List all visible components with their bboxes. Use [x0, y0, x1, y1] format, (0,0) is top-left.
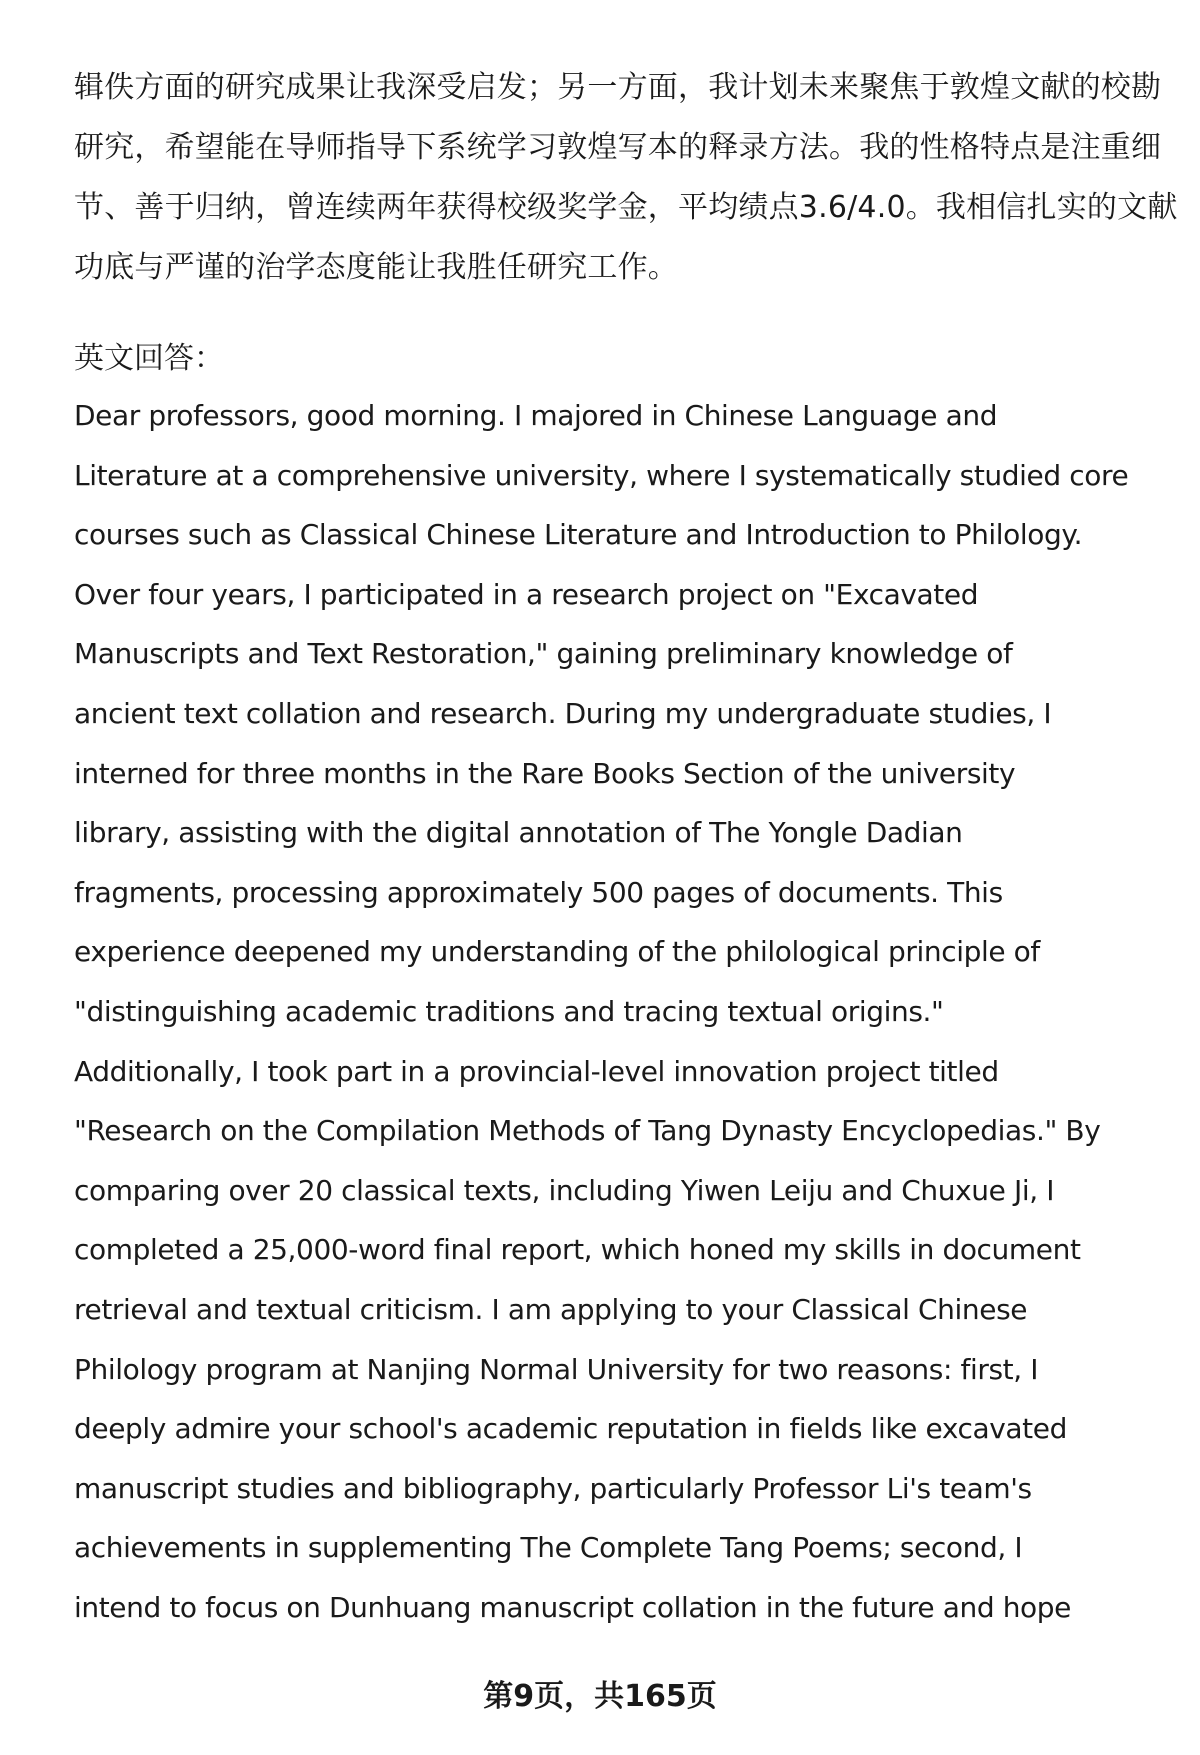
english-answer-line: Over four years, I participated in a research project on "Excavated [74, 577, 979, 611]
english-answer-line: Philology program at Nanjing Normal University for two reasons: first, I [74, 1352, 1039, 1386]
english-answer-line: retrieval and textual criticism. I am applying to your Classical Chinese [74, 1292, 1028, 1326]
english-answer-line: fragments, processing approximately 500 pages of documents. This [74, 875, 1003, 909]
chinese-answer-line: 辑佚方面的研究成果让我深受启发；另一方面，我计划未来聚焦于敦煌文献的校勘 [74, 70, 1162, 105]
page-number-footer: 第9页，共165页 [483, 1679, 717, 1714]
chinese-answer-line: 研究，希望能在导师指导下系统学习敦煌写本的释录方法。我的性格特点是注重细 [74, 130, 1162, 165]
chinese-answer-line: 功底与严谨的治学态度能让我胜任研究工作。 [74, 250, 678, 285]
english-answer-line: Dear professors, good morning. I majored in Chinese Language and [74, 399, 998, 432]
english-answer-line: Manuscripts and Text Restoration," gaining preliminary knowledge of [74, 637, 1013, 671]
english-answer-line: courses such as Classical Chinese Literature and Introduction to Philology. [74, 518, 1083, 552]
english-answer-line: manuscript studies and bibliography, particularly Professor Li's team's [74, 1471, 1032, 1505]
english-answer-line: Literature at a comprehensive university, where I systematically studied core [74, 458, 1129, 492]
english-answer-heading: 英文回答： [74, 341, 224, 376]
english-answer-line: Additionally, I took part in a provincial-level innovation project titled [74, 1054, 999, 1088]
english-answer-line: interned for three months in the Rare Books Section of the university [74, 756, 1016, 790]
english-answer-line: comparing over 20 classical texts, including Yiwen Leiju and Chuxue Ji, I [74, 1173, 1055, 1207]
english-answer-line: intend to focus on Dunhuang manuscript collation in the future and hope [74, 1590, 1071, 1624]
chinese-answer-paragraph [74, 58, 1178, 298]
english-answer-paragraph [74, 386, 1164, 1637]
english-answer-line: library, assisting with the digital annotation of The Yongle Dadian [74, 816, 963, 850]
english-answer-line: "Research on the Compilation Methods of Tang Dynasty Encyclopedias." By [74, 1114, 1101, 1148]
english-answer-line: experience deepened my understanding of the philological principle of [74, 935, 1040, 969]
english-answer-line: "distinguishing academic traditions and tracing textual origins." [74, 994, 944, 1028]
chinese-answer-line: 节、善于归纳，曾连续两年获得校级奖学金，平均绩点3.6/4.0。我相信扎实的文献 [74, 190, 1178, 225]
english-answer-line: deeply admire your school's academic reputation in fields like excavated [74, 1412, 1067, 1446]
english-answer-line: completed a 25,000-word final report, which honed my skills in document [74, 1233, 1081, 1267]
english-answer-line: achievements in supplementing The Complete Tang Poems; second, I [74, 1531, 1023, 1565]
english-answer-line: ancient text collation and research. During my undergraduate studies, I [74, 696, 1052, 730]
